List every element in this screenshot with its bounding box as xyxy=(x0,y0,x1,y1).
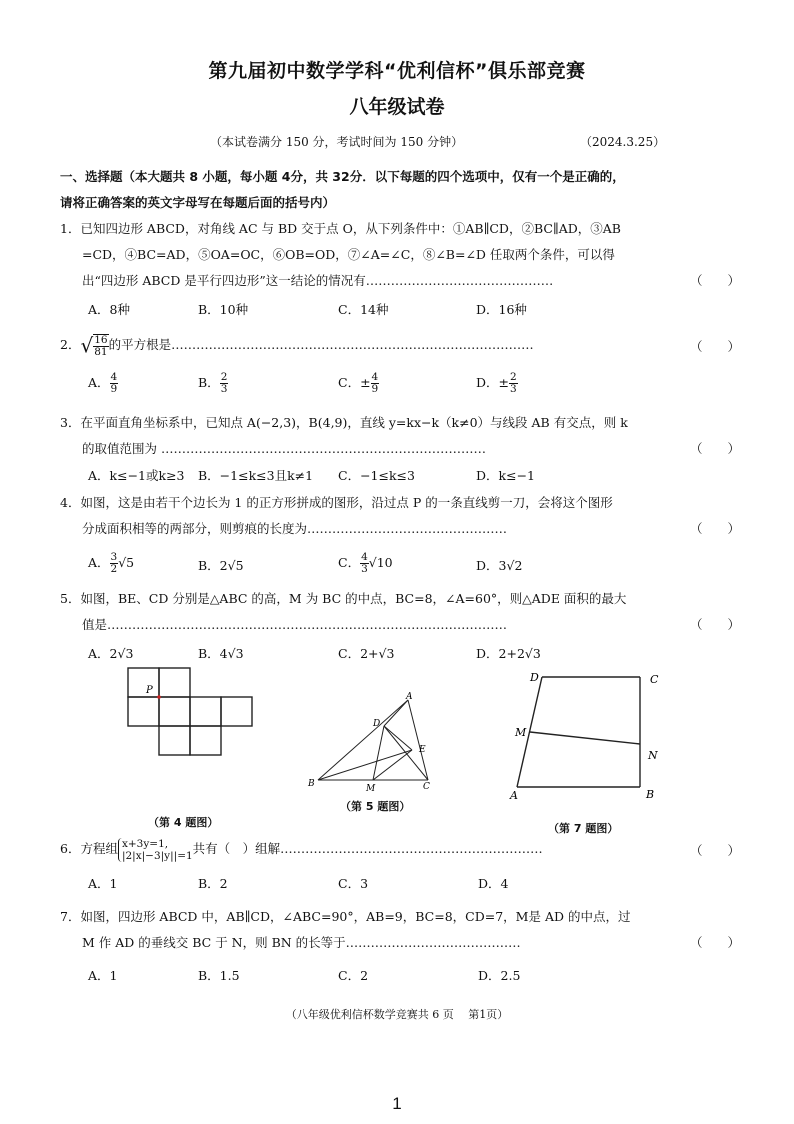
fig4-square xyxy=(159,726,190,755)
q3-option-b[interactable]: B．−1≤k≤3且k≠1 xyxy=(198,468,314,483)
page-number: 1 xyxy=(392,1094,402,1113)
q4-options xyxy=(88,552,708,580)
q6-option-d[interactable]: D．4 xyxy=(478,876,509,891)
fig7-label-c: C xyxy=(650,673,659,686)
q2-option-d[interactable]: D．± $\frac{2}{3}$ xyxy=(476,371,517,395)
question-2 xyxy=(60,332,740,362)
q5-answer-paren[interactable]: （ ） xyxy=(689,617,740,632)
q4-option-a[interactable]: A． $\frac{3}{2}$ √5 xyxy=(88,551,135,575)
fig5-label-c: C xyxy=(423,782,430,792)
q3-line2: 的取值范围为 …………………………………………………………………… xyxy=(82,441,486,456)
q3-answer-paren[interactable]: （ ） xyxy=(689,441,740,456)
q1-options xyxy=(88,300,708,324)
fig5-label-a: A xyxy=(406,692,413,702)
fig5-segment-de xyxy=(384,726,412,750)
fig5-label-m: M xyxy=(366,784,376,794)
q2-option-a[interactable]: A． $\frac{4}{9}$ xyxy=(88,371,118,395)
q7-option-b[interactable]: B．1.5 xyxy=(198,968,240,983)
figure-7 xyxy=(500,664,680,814)
q5-option-a[interactable]: A．2√3 xyxy=(88,646,134,661)
q1-line3-wrap xyxy=(60,268,740,294)
q7-options xyxy=(88,966,708,990)
q3-options xyxy=(88,466,708,490)
q7-option-d[interactable]: D．2.5 xyxy=(478,968,521,983)
fig7-label-d: D xyxy=(530,671,539,684)
fig5-label-d: D xyxy=(373,719,381,729)
exam-note: （本试卷满分 150 分，考试时间为 150 分钟） xyxy=(210,135,464,149)
fig4-square xyxy=(221,697,252,726)
question-5 xyxy=(60,586,740,638)
fig5-label-b: B xyxy=(308,779,315,789)
q7-answer-paren[interactable]: （ ） xyxy=(689,935,740,950)
fig7-label-n: N xyxy=(648,749,658,762)
fig4-square xyxy=(190,726,221,755)
q7-line2-wrap xyxy=(60,930,740,956)
q6-option-c[interactable]: C．3 xyxy=(338,876,369,891)
exam-title: 第九届初中数学学科“优利信杯”俱乐部竞赛 xyxy=(208,60,586,82)
q6-eq2: |2|x|−3|y||=1 xyxy=(121,849,193,862)
q5-option-b[interactable]: B．4√3 xyxy=(198,646,244,661)
section-heading xyxy=(60,164,740,216)
section-heading-line2: 请将正确答案的英文字母写在每题后面的括号内） xyxy=(60,195,336,210)
q4-answer-paren[interactable]: （ ） xyxy=(689,521,740,536)
q4-line2-wrap xyxy=(60,516,740,542)
fig4-point-p xyxy=(157,695,161,699)
q1-answer-paren[interactable]: （ ） xyxy=(689,273,740,288)
q4-line1: 4．如图，这是由若干个边长为 1 的正方形拼成的图形，沿过点 P 的一条直线剪一刀，会将这个图形 xyxy=(60,495,613,510)
fig4-square xyxy=(159,697,190,726)
fig5-label-e: E xyxy=(419,745,426,755)
fig7-label-a: A xyxy=(510,789,518,802)
q1-option-c[interactable]: C．14种 xyxy=(338,302,389,317)
q5-option-c[interactable]: C．2+√3 xyxy=(338,646,395,661)
exam-subtitle: 八年级试卷 xyxy=(349,96,445,118)
fig7-label-m: M xyxy=(515,726,527,739)
q1-line3: 出“四边形 ABCD 是平行四边形”这一结论的情况有……………………………………… xyxy=(82,273,554,288)
q5-option-d[interactable]: D．2+2√3 xyxy=(476,646,541,661)
fig4-square xyxy=(128,668,159,697)
question-4 xyxy=(60,490,740,542)
q6-option-a[interactable]: A．1 xyxy=(88,876,118,891)
q7-option-a[interactable]: A．1 xyxy=(88,968,118,983)
q3-line2-wrap xyxy=(60,436,740,462)
q2-sqrt: √ $\frac{16}{81}$ xyxy=(80,333,108,358)
q2-options xyxy=(88,372,708,400)
q3-option-a[interactable]: A．k≤−1或k≥3 xyxy=(88,468,185,483)
q6-options xyxy=(88,874,708,898)
q6-eq1: x+3y=1, xyxy=(121,837,169,850)
fig5-segment-me xyxy=(373,750,412,780)
question-1 xyxy=(60,216,740,294)
figure-4 xyxy=(120,664,260,764)
fig4-label-p: P xyxy=(146,685,153,696)
section-heading-line1: 一、选择题（本大题共 8 小题，每小题 4分，共 32分．以下每题的四个选项中，仅有一个是正确的， xyxy=(60,169,625,184)
fig5-segment-md xyxy=(373,726,384,780)
fig4-square xyxy=(128,697,159,726)
fig5-segment-ab xyxy=(318,700,408,780)
q6-system xyxy=(118,838,193,862)
q3-option-c[interactable]: C．−1≤k≤3 xyxy=(338,468,415,483)
q6-suffix: 共有（ ）组解……………………………………………………… xyxy=(192,841,543,856)
fig5-segment-be xyxy=(318,750,412,780)
q6-answer-paren[interactable]: （ ） xyxy=(689,843,740,858)
question-7 xyxy=(60,904,740,956)
fig5-segment-da xyxy=(384,700,408,726)
fig5-caption: （第 5 题图） xyxy=(340,800,411,813)
q5-line2-wrap xyxy=(60,612,740,638)
fig4-square xyxy=(159,668,190,697)
q1-line2: =CD，④BC=AD，⑤OA=OC，⑥OB=OD，⑦∠A=∠C，⑧∠B=∠D 任取两个条件，可以得 xyxy=(82,247,615,262)
fig4-caption: （第 4 题图） xyxy=(148,816,219,829)
q4-option-b[interactable]: B．2√5 xyxy=(198,558,244,573)
fig7-segment-mn xyxy=(530,732,640,744)
q2-answer-paren[interactable]: （ ） xyxy=(689,339,740,354)
q4-option-c[interactable]: C． $\frac{4}{3}$ √10 xyxy=(338,551,393,575)
q3-line1: 3．在平面直角坐标系中，已知点 A(−2,3)，B(4,9)，直线 y=kx−k（k≠0）与线段 AB 有交点，则 k xyxy=(60,415,628,430)
q1-option-a[interactable]: A．8种 xyxy=(88,302,130,317)
q5-line2: 值是…………………………………………………………………………………… xyxy=(82,617,508,632)
exam-date: （2024.3.25） xyxy=(580,135,666,149)
q2-option-c[interactable]: C．± $\frac{4}{9}$ xyxy=(338,371,379,395)
page-footer: （八年级优利信杯数学竞赛共 6 页 第1页） xyxy=(285,1008,509,1021)
fig7-label-b: B xyxy=(646,788,655,801)
q7-line1: 7．如图，四边形 ABCD 中，AB∥CD，∠ABC=90°，AB=9，BC=8，CD=7，M是 AD 的中点，过 xyxy=(60,909,631,924)
q2-option-b[interactable]: B． $\frac{2}{3}$ xyxy=(198,371,228,395)
q2-text: 的平方根是…………………………………………………………………………… xyxy=(108,337,534,352)
q5-line1: 5．如图，BE、CD 分别是△ABC 的高，M 为 BC 的中点，BC=8，∠A=60°，则△ADE 面积的最大 xyxy=(60,591,627,606)
fig4-square xyxy=(190,697,221,726)
q7-line2: M 作 AD 的垂线交 BC 于 N，则 BN 的长等于…………………………………… xyxy=(82,935,521,950)
q1-option-d[interactable]: D．16种 xyxy=(476,302,527,317)
figure-5 xyxy=(300,690,450,800)
q6-prefix: 6．方程组 xyxy=(60,841,118,856)
fig7-caption: （第 7 题图） xyxy=(548,822,619,835)
q2-number: 2． xyxy=(60,337,81,352)
q1-option-b[interactable]: B．10种 xyxy=(198,302,249,317)
q7-option-c[interactable]: C．2 xyxy=(338,968,369,983)
q1-line1: 1．已知四边形 ABCD，对角线 AC 与 BD 交于点 O，从下列条件中：①AB∥CD，②BC∥AD，③AB xyxy=(60,221,621,236)
question-6 xyxy=(60,836,740,866)
q2-sqrt-numerator: 16 xyxy=(94,333,108,346)
q6-option-b[interactable]: B．2 xyxy=(198,876,228,891)
q2-sqrt-denominator: 81 xyxy=(94,345,108,358)
q4-option-d[interactable]: D．3√2 xyxy=(476,558,523,573)
q4-line2: 分成面积相等的两部分，则剪痕的长度为………………………………………… xyxy=(82,521,508,536)
q3-option-d[interactable]: D．k≤−1 xyxy=(476,468,535,483)
question-3 xyxy=(60,410,740,462)
